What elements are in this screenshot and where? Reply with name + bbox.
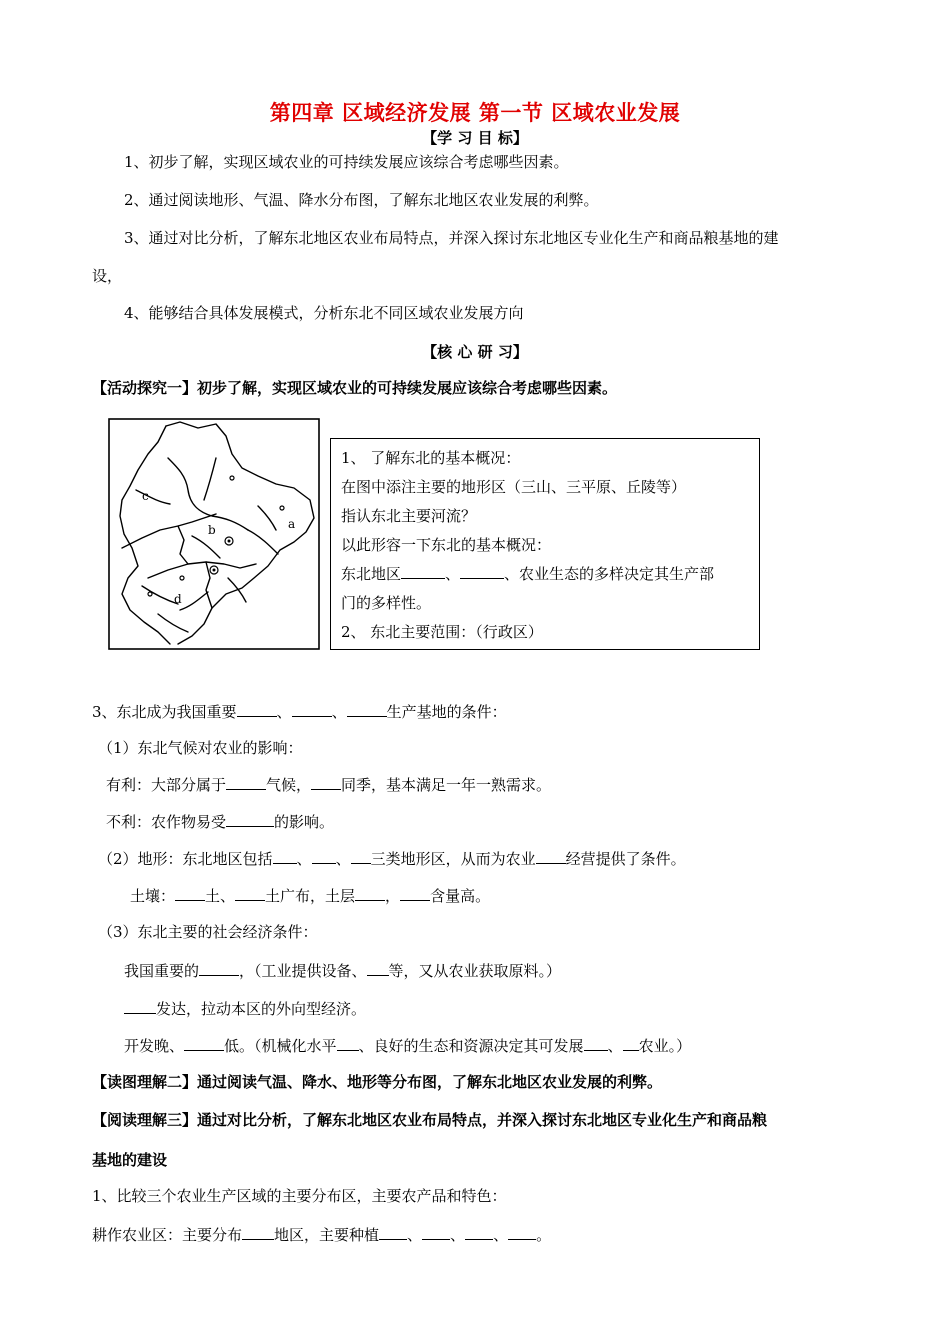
text: 、良好的生态和资源决定其可发展 bbox=[358, 1037, 584, 1055]
goal-1: 1、初步了解，实现区域农业的可持续发展应该综合考虑哪些因素。 bbox=[124, 153, 569, 171]
social-line-1 bbox=[124, 960, 561, 981]
text: 耕作农业区：主要分布 bbox=[92, 1226, 243, 1244]
text: 气候， bbox=[266, 776, 312, 794]
q3-text: 3、东北成为我国重要 bbox=[92, 703, 237, 721]
text: 同季，基本满足一年一熟需求。 bbox=[341, 776, 552, 794]
box-line-3: 指认东北主要河流？ bbox=[341, 507, 477, 525]
read-2-heading: 【读图理解二】通过阅读气温、降水、地形等分布图，了解东北地区农业发展的利弊。 bbox=[92, 1073, 663, 1091]
text: 农业。） bbox=[638, 1037, 692, 1055]
page-title: 第四章 区域经济发展 第一节 区域农业发展 bbox=[269, 100, 681, 125]
blank[interactable] bbox=[536, 848, 566, 864]
text: 经营提供了条件。 bbox=[565, 850, 686, 868]
box-line-5-rest: 、农业生态的多样决定其生产部 bbox=[504, 565, 715, 583]
blank[interactable] bbox=[311, 774, 341, 790]
blank[interactable] bbox=[337, 1035, 359, 1051]
blank[interactable] bbox=[199, 960, 239, 976]
blank[interactable] bbox=[273, 848, 297, 864]
blank[interactable] bbox=[175, 885, 205, 901]
overview-box bbox=[330, 438, 760, 650]
text: 的影响。 bbox=[274, 813, 335, 831]
climate-unfavorable bbox=[106, 811, 334, 832]
box-line-1: 1、 了解东北的基本概况： bbox=[341, 449, 521, 467]
box-line-7: 2、 东北主要范围：（行政区） bbox=[341, 623, 543, 641]
farming-area-line bbox=[92, 1224, 551, 1245]
text: ，（工业提供设备、 bbox=[239, 962, 367, 980]
goal-4: 4、能够结合具体发展模式，分析东北不同区域农业发展方向 bbox=[124, 304, 524, 322]
q3-tail: 生产基地的条件： bbox=[386, 703, 507, 721]
text: ， bbox=[385, 887, 401, 905]
goal-2: 2、通过阅读地形、气温、降水分布图，了解东北地区农业发展的利弊。 bbox=[124, 191, 599, 209]
blank[interactable] bbox=[237, 701, 277, 717]
blank[interactable] bbox=[184, 1035, 224, 1051]
box-line-4: 以此形容一下东北的基本概况： bbox=[341, 536, 552, 554]
text: 土、 bbox=[205, 887, 236, 905]
text: 、 bbox=[296, 850, 312, 868]
blank[interactable] bbox=[379, 1224, 407, 1240]
blank[interactable] bbox=[584, 1035, 608, 1051]
climate-favorable bbox=[106, 774, 551, 795]
text: 有利：大部分属于 bbox=[106, 776, 227, 794]
social-line-3 bbox=[124, 1035, 691, 1056]
blank[interactable] bbox=[355, 885, 385, 901]
blank[interactable] bbox=[124, 998, 156, 1014]
map-label-d: d bbox=[174, 592, 182, 606]
text: 等，又从农业获取原料。） bbox=[388, 962, 562, 980]
blank[interactable] bbox=[401, 563, 445, 579]
q3-sep: 、 bbox=[331, 703, 347, 721]
box-line-5-text: 东北地区 bbox=[341, 565, 402, 583]
social-title: （3）东北主要的社会经济条件： bbox=[98, 923, 318, 941]
climate-title: （1）东北气候对农业的影响： bbox=[98, 739, 303, 757]
box-line-2: 在图中添注主要的地形区（三山、三平原、丘陵等） bbox=[341, 478, 687, 496]
social-line-2 bbox=[124, 998, 366, 1019]
map-label-b: b bbox=[208, 523, 216, 537]
map-label-a: a bbox=[288, 517, 296, 531]
goals-heading: 【学 习 目 标】 bbox=[422, 129, 528, 147]
box-line-5-sep: 、 bbox=[445, 565, 461, 583]
blank[interactable] bbox=[292, 701, 332, 717]
blank[interactable] bbox=[465, 1224, 493, 1240]
text: 、 bbox=[450, 1226, 466, 1244]
blank[interactable] bbox=[235, 885, 265, 901]
box-line-5 bbox=[341, 560, 749, 589]
text: 三类地形区，从而为农业 bbox=[370, 850, 536, 868]
blank[interactable] bbox=[347, 701, 387, 717]
text: 不利：农作物易受 bbox=[106, 813, 227, 831]
goal-3-continued: 设， bbox=[92, 267, 123, 285]
q3-sep: 、 bbox=[276, 703, 292, 721]
blank[interactable] bbox=[422, 1224, 450, 1240]
blank[interactable] bbox=[312, 848, 336, 864]
goal-3: 3、通过对比分析，了解东北地区农业布局特点，并深入探讨东北地区专业化生产和商品粮基地的建 bbox=[124, 229, 779, 247]
blank[interactable] bbox=[226, 811, 274, 827]
blank[interactable] bbox=[367, 960, 389, 976]
text: （2）地形：东北地区包括 bbox=[98, 850, 273, 868]
text: 含量高。 bbox=[430, 887, 491, 905]
text: 发达，拉动本区的外向型经济。 bbox=[156, 1000, 367, 1018]
blank[interactable] bbox=[400, 885, 430, 901]
soil-line bbox=[130, 885, 490, 906]
box-line-6: 门的多样性。 bbox=[341, 594, 432, 612]
text: 我国重要的 bbox=[124, 962, 200, 980]
read-3-heading-continued: 基地的建设 bbox=[92, 1151, 168, 1169]
terrain-line bbox=[98, 848, 686, 869]
text: 、 bbox=[407, 1226, 423, 1244]
activity-1-heading: 【活动探究一】初步了解，实现区域农业的可持续发展应该综合考虑哪些因素。 bbox=[92, 379, 618, 397]
northeast-china-map bbox=[108, 418, 320, 650]
q3-line bbox=[92, 701, 507, 722]
text: 低。（机械化水平 bbox=[224, 1037, 337, 1055]
text: 土壤： bbox=[130, 887, 176, 905]
blank[interactable] bbox=[242, 1224, 274, 1240]
blank[interactable] bbox=[508, 1224, 536, 1240]
text: 、 bbox=[335, 850, 351, 868]
blank[interactable] bbox=[460, 563, 504, 579]
text: 土广布，土层 bbox=[265, 887, 356, 905]
text: 。 bbox=[536, 1226, 552, 1244]
read-3-heading: 【阅读理解三】通过对比分析，了解东北地区农业布局特点，并深入探讨东北地区专业化生产和商品粮 bbox=[92, 1111, 768, 1129]
text: 、 bbox=[493, 1226, 509, 1244]
text: 、 bbox=[607, 1037, 623, 1055]
text: 开发晚、 bbox=[124, 1037, 185, 1055]
blank[interactable] bbox=[226, 774, 266, 790]
blank[interactable] bbox=[623, 1035, 639, 1051]
core-heading: 【核 心 研 习】 bbox=[422, 343, 528, 361]
blank[interactable] bbox=[351, 848, 371, 864]
map-label-c: c bbox=[142, 489, 149, 503]
compare-line: 1、比较三个农业生产区域的主要分布区，主要农产品和特色： bbox=[92, 1187, 507, 1205]
text: 地区，主要种植 bbox=[274, 1226, 380, 1244]
